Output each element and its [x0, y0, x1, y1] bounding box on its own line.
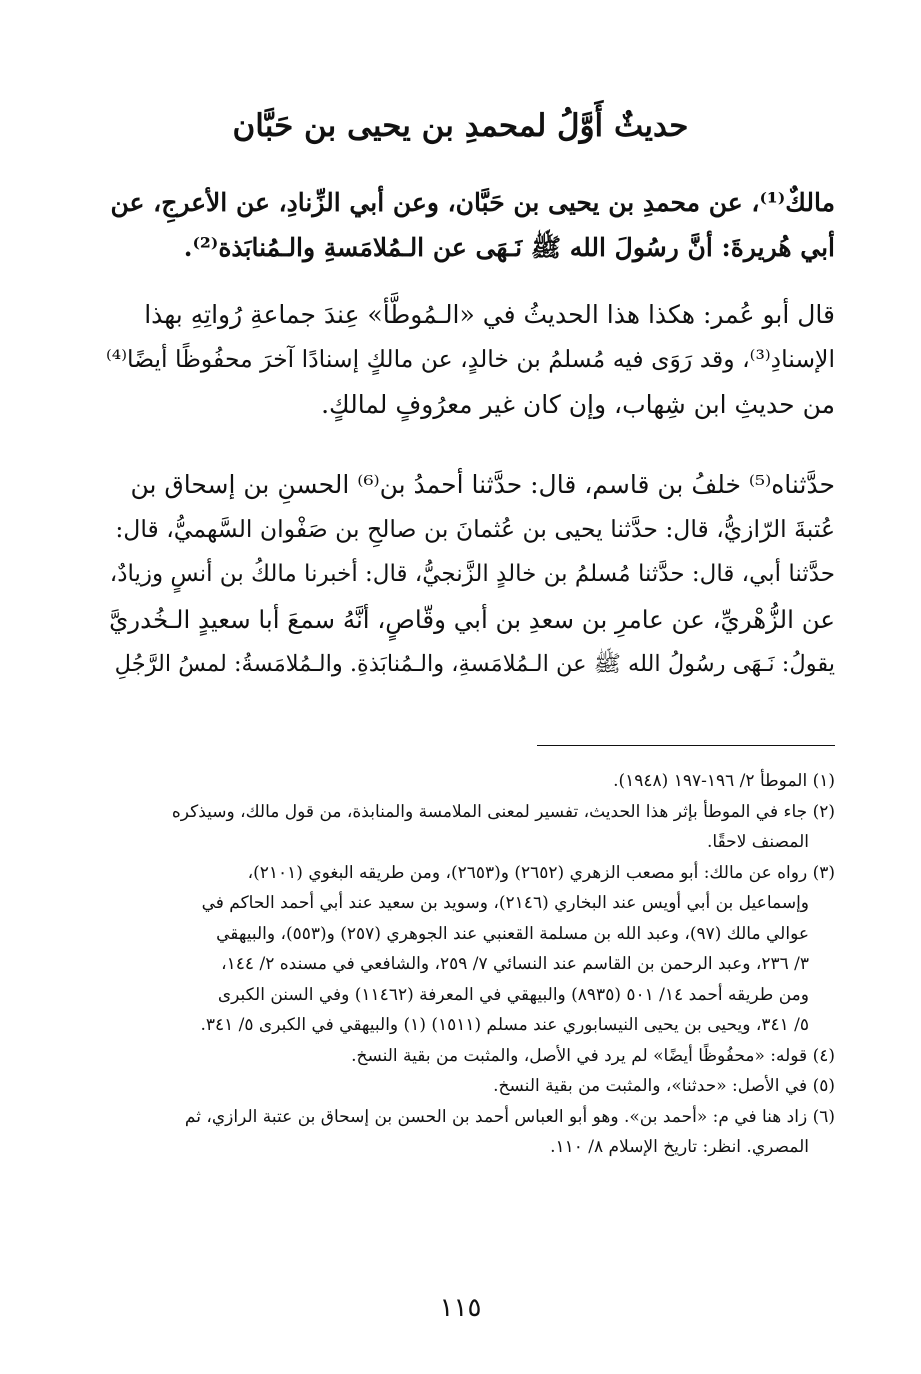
footnote-3-continued: ٥/ ٣٤١، ويحيى بن يحيى النيسابوري عند مسلم (١٥١١) (١) والبيهقي في الكبرى ٥/ ٣٤١. — [200, 1015, 809, 1035]
page-number: ١١٥ — [439, 1293, 482, 1323]
hadith-text-paragraph — [102, 180, 835, 270]
footnote-6-continued: المصري. انظر: تاريخ الإسلام ٨/ ١١٠. — [550, 1137, 809, 1157]
footnote-3-continued: ومن طريقه أحمد ١٤/ ٥٠١ (٨٩٣٥) والبيهقي في المعرفة (١١٤٦٢) وفي السنن الكبرى — [217, 984, 809, 1005]
text-line: يقولُ: نَـهَى رسُولُ الله ﷺ عن الـمُلامَسةِ، والـمُنابَذةِ. والـمُلامَسةُ: لمسُ الرَّجُلِ — [114, 651, 835, 677]
text-line: حدَّثناه⁽⁵⁾ خلفُ بن قاسم، قال: حدَّثنا أحمدُ بن⁽⁶⁾ الحسنِ بن إسحاق بن — [130, 470, 835, 499]
footnote-2: (٢) جاء في الموطأ بإثر هذا الحديث، تفسير لمعنى الملامسة والمنابذة، من قول مالك، وسيذكره — [171, 801, 835, 822]
text-line: أبي هُريرةَ: أنَّ رسُولَ الله ﷺ نَـهَى عن الـمُلامَسةِ والـمُنابَذة⁽²⁾. — [183, 233, 835, 262]
text-line: مالكٌ⁽¹⁾، عن محمدِ بن يحيى بن حَبَّان، وعن أبي الزِّنادِ، عن الأعرجِ، عن — [110, 188, 835, 217]
footnote-5: (٥) في الأصل: «حدثنا»، والمثبت من بقية النسخ. — [493, 1076, 835, 1096]
footnote-3: (٣) رواه عن مالك: أبو مصعب الزهري (٢٦٥٢) و(٢٦٥٣)، ومن طريقه البغوي (٢١٠١)، — [247, 862, 835, 883]
text-line: عُتبةَ الرّازيُّ، قال: حدَّثنا يحيى بن عُثمانَ بن صالحِ بن صَفْوان السَّهميُّ، قال: — [115, 515, 835, 543]
text-line: الإسنادِ⁽³⁾، وقد رَوَى فيه مُسلمُ بن خالدٍ، عن مالكٍ إسنادًا آخرَ محفُوظًا أيضًا⁽⁴⁾ — [106, 345, 835, 373]
commentary-paragraph — [102, 292, 835, 427]
text-line: من حديثِ ابن شِهاب، وإن كان غير معرُوفٍ لمالكٍ. — [321, 390, 835, 419]
text-line: عن الزُّهْريِّ، عن عامرِ بن سعدِ بن أبي وقّاصٍ، أنَّهُ سمعَ أبا سعيدٍ الـخُدريَّ — [109, 605, 835, 634]
text-line: حدَّثنا أبي، قال: حدَّثنا مُسلمُ بن خالدٍ الزَّنجيُّ، قال: أخبرنا مالكُ بن أنسٍ وزيادٌ، — [109, 561, 835, 587]
footnote-separator — [537, 745, 835, 746]
footnote-2-continued: المصنف لاحقًا. — [707, 832, 809, 852]
footnote-4: (٤) قوله: «محفُوظًا أيضًا» لم يرد في الأصل، والمثبت من بقية النسخ. — [351, 1045, 835, 1066]
footnotes — [102, 766, 835, 1163]
footnote-3-continued: عوالي مالك (٩٧)، وعبد الله بن مسلمة القعنبي عند الجوهري (٢٥٧) و(٥٥٣)، والبيهقي — [216, 923, 809, 944]
footnote-3-continued: وإسماعيل بن أبي أويس عند البخاري (٢١٤٦)، وسويد بن سعيد عند أبي أحمد الحاكم في — [201, 893, 809, 913]
isnad-paragraph — [102, 462, 835, 687]
footnote-3-continued: ٣/ ٢٣٦، وعبد الرحمن بن القاسم عند النسائي ٧/ ٢٥٩، والشافعي في مسنده ٢/ ١٤٤، — [221, 954, 809, 974]
footnote-6: (٦) زاد هنا في م: «أحمد بن». وهو أبو العباس أحمد بن الحسن بن إسحاق بن عتبة الرازي، ثم — [184, 1106, 835, 1127]
text-line: قال أبو عُمر: هكذا هذا الحديثُ في «الـمُوطَّأ» عِندَ جماعةِ رُواتِهِ بهذا — [144, 300, 835, 329]
footnote-1: (١) الموطأ ٢/ ١٩٦-١٩٧ (١٩٤٨). — [613, 771, 835, 791]
hadith-heading: حديثٌ أَوَّلُ لمحمدِ بن يحيى بن حَبَّان — [232, 108, 689, 144]
